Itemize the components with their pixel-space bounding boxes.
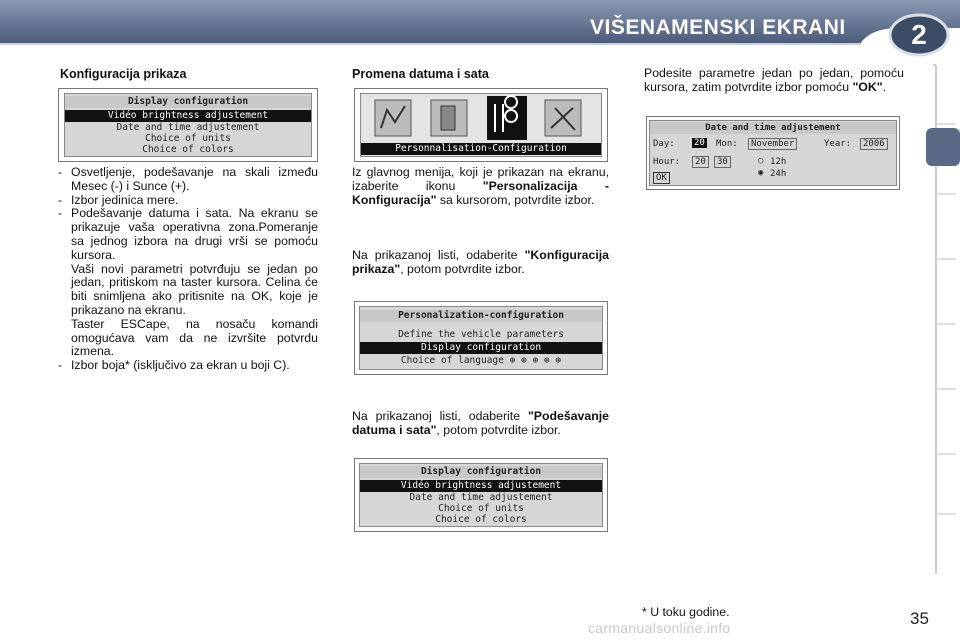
menu-item: Date and time adjustement [116, 122, 260, 133]
watermark: carmanualsonline.info [588, 620, 731, 636]
menu-item: Choice of colors [435, 514, 527, 525]
hour-label: Hour: [653, 157, 681, 167]
screen-title: Personalization-configuration [360, 310, 602, 322]
radio-12h-icon[interactable]: ○ [758, 156, 764, 166]
bullet-date-time: - Podešavanje datuma i sata. Na ekranu se prikazuje vaša operativna zona.Pomeranje sa jednog izbora na drugi vrši se pomoću kursora. Vaši novi parametri potvrđuju se jedan po jedan, pritiskom na taster kursora. Celina će biti snimljena ako pritisnite na OK, koje je prikazano na ekranu. Taster ESCape, na nosaču komandi omogućava vam da ne izvršite potvrdu izmena. [58, 207, 318, 359]
option-24h: 24h [770, 169, 787, 179]
personalization-screen [354, 301, 608, 375]
display-config-screen [58, 88, 318, 162]
menu-item-selected: Display configuration [360, 342, 602, 354]
menu-item: Define the vehicle parameters [398, 329, 564, 340]
section-heading-date-time: Promena datuma i sata [352, 67, 489, 81]
screen-title: Display configuration [360, 466, 602, 478]
step2-text: Na prikazanoj listi, odaberite "Konfiguracija prikaza", potom potvrdite izbor. [352, 248, 609, 276]
year-label: Year: [824, 139, 852, 149]
month-field[interactable]: November [748, 138, 797, 150]
screen-title: Date and time adjustement [650, 122, 896, 134]
menu-item: Choice of units [145, 133, 231, 144]
radio-24h-icon[interactable]: ◉ [758, 168, 764, 178]
menu-item-selected: Vidéo brightness adjustement [360, 480, 602, 492]
side-tab-strip [926, 64, 960, 574]
chapter-title: VIŠENAMENSKI EKRANI [590, 16, 846, 39]
step1-text: Iz glavnog menija, koji je prikazan na ekranu, izaberite ikonu "Personalizacija - Konfiguracija" sa kursorom, potvrdite izbor. [352, 165, 609, 207]
year-field[interactable]: 2006 [860, 138, 888, 150]
menu-caption-personalisation: Personnalisation-Configuration [361, 143, 601, 155]
day-field[interactable]: 20 [694, 138, 705, 148]
ok-button[interactable]: OK [653, 172, 670, 184]
bullet-units: - Izbor jedinica mere. [58, 194, 318, 208]
menu-item: Choice of units [438, 503, 524, 514]
page-number: 35 [910, 609, 929, 628]
menu-item-selected: Vidéo brightness adjustement [65, 110, 311, 122]
minute-field[interactable]: 30 [714, 156, 731, 168]
set-params-text: Podesite parametre jedan po jedan, pomoću kursora, zatim potvrdite izbor pomoću "OK". [644, 66, 904, 94]
bullet-brightness: - Osvetljenje, podešavanje na skali između Mesec (-) i Sunce (+). [58, 166, 318, 194]
screen-title: Display configuration [65, 96, 311, 108]
bullet-colors: - Izbor boja* (isključivo za ekran u boji C). [58, 359, 318, 373]
day-label: Day: [653, 139, 675, 149]
option-12h: 12h [770, 157, 787, 167]
menu-item: Date and time adjustement [409, 492, 553, 503]
main-menu-screen [354, 88, 608, 162]
footnote: * U toku godine. [642, 605, 730, 619]
menu-item: Choice of colors [142, 144, 234, 155]
bullet-list [58, 166, 318, 373]
chapter-number: 2 [911, 19, 927, 50]
date-time-screen [646, 116, 900, 190]
section-heading-display-config: Konfiguracija prikaza [60, 67, 187, 81]
chapter-number-badge [888, 13, 950, 57]
menu-item: Choice of language ⊕ ⊕ ⊕ ⊕ ⊕ [400, 355, 562, 366]
step3-text: Na prikazanoj listi, odaberite "Podešavanje datuma i sata", potom potvrdite izbor. [352, 409, 609, 437]
display-config-screen-2 [354, 458, 608, 532]
hour-field[interactable]: 20 [692, 156, 709, 168]
month-label: Mon: [716, 139, 738, 149]
